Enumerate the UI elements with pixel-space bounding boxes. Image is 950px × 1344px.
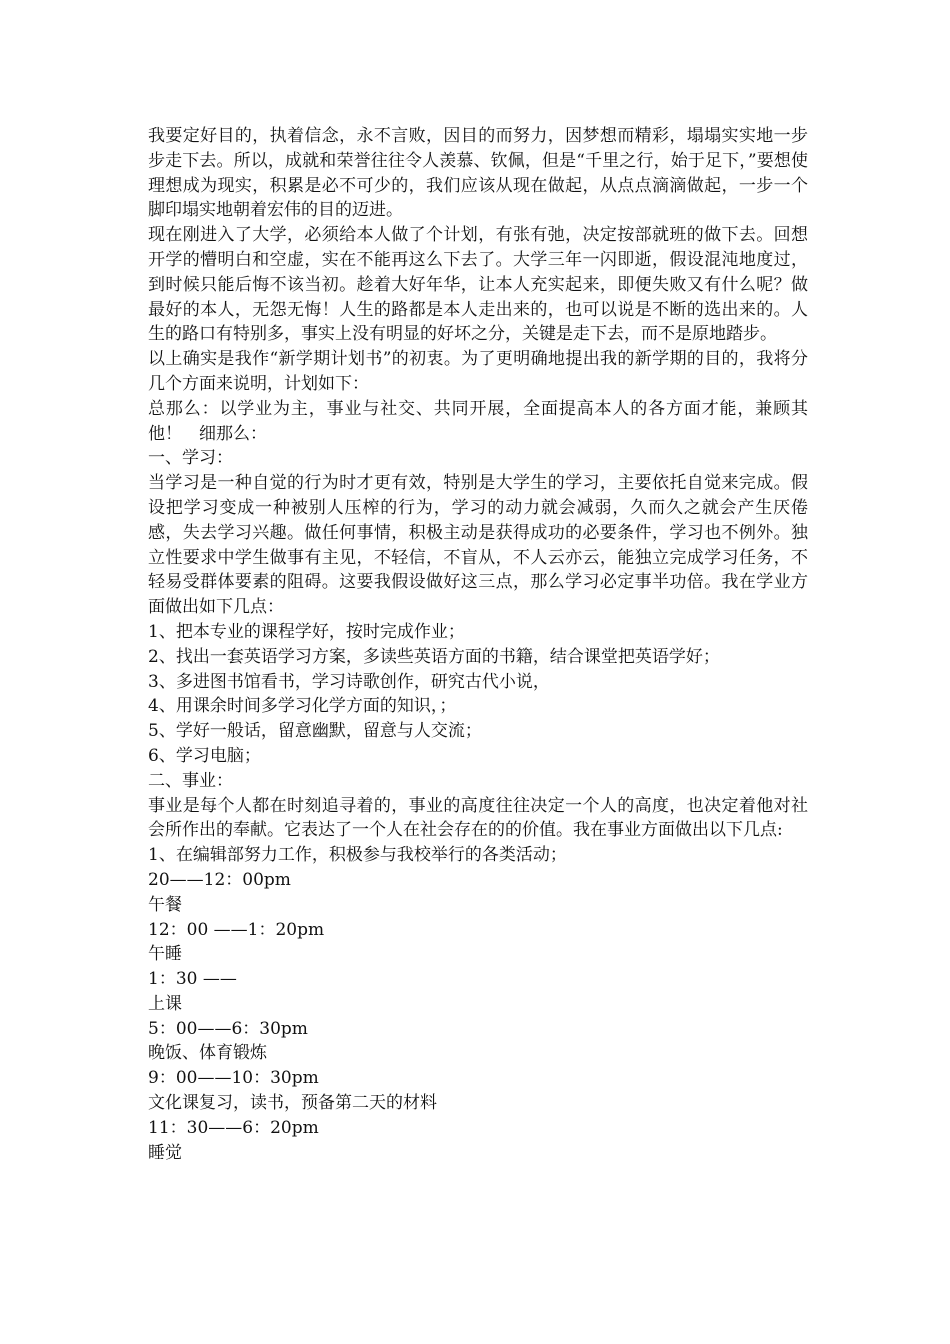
intro-paragraph: 现在刚进入了大学，必须给本人做了个计划，有张有弛，决定按部就班的做下去。回想开学的懵明白和空虚，实在不能再这么下去了。大学三年一闪即逝，假设混沌地度过，到时候只能后悔不该当初。趁着大好年华，让本人充实起来，即便失败又有什么呢？做最好的本人，无怨无悔！人生的路都是本人走出来的，也可以说是不断的选出来的。人生的路口有特别多，事实上没有明显的好坏之分，关键是走下去，而不是原地踏步。: [148, 225, 808, 345]
study-list-item: 3、多进图书馆看书，学习诗歌创作，研究古代小说，: [148, 671, 550, 692]
schedule-time: 9：00——10：30pm: [148, 1068, 319, 1089]
schedule-activity: 文化课复习，读书，预备第二天的材料: [148, 1093, 437, 1114]
study-list-item: 4、用课余时间多学习化学方面的知识，；: [148, 696, 457, 717]
career-list-item: 1、在编辑部努力工作，积极参与我校举行的各类活动；: [148, 845, 567, 866]
study-list-item: 5、学好一般话，留意幽默，留意与人交流；: [148, 721, 482, 742]
schedule-time: 11：30——6：20pm: [148, 1117, 319, 1138]
study-list-item: 6、学习电脑；: [148, 745, 261, 766]
intro-paragraph: 我要定好目的，执着信念，永不言败，因目的而努力，因梦想而精彩，塌塌实实地一步步走下去。所以，成就和荣誉往往令人羡慕、钦佩，但是“千里之行，始于足下，”要想使理想成为现实，积累是必不可少的，我们应该从现在做起，从点点滴滴做起，一步一个脚印塌实地朝着宏伟的目的迈进。: [148, 126, 808, 221]
career-paragraph: 事业是每个人都在时刻追寻着的，事业的高度往往决定一个人的高度，也决定着他对社会所作出的奉献。它表达了一个人在社会存在的的价值。我在事业方面做出以下几点:: [148, 795, 808, 841]
schedule-time: 1：30 ——: [148, 969, 237, 990]
schedule-time: 5：00——6：30pm: [148, 1018, 308, 1039]
intro-paragraph: 以上确实是我作“新学期计划书”的初衷。为了更明确地提出我的新学期的目的，我将分几个方面来说明，计划如下：: [148, 349, 808, 394]
section-heading-career: 二、事业：: [148, 770, 233, 791]
section-heading-study: 一、学习：: [148, 448, 233, 469]
schedule-time: 12：00 ——1：20pm: [148, 919, 325, 940]
schedule-activity: 睡觉: [148, 1142, 182, 1163]
schedule-time: 20——12：00pm: [148, 869, 291, 890]
study-list-item: 1、把本专业的课程学好，按时完成作业；: [148, 621, 465, 642]
schedule-activity: 上课: [148, 993, 182, 1014]
study-list-item: 2、找出一套英语学习方案，多读些英语方面的书籍，结合课堂把英语学好；: [148, 646, 720, 667]
document-body: [148, 124, 808, 1165]
schedule-activity: 晚饭、体育锻炼: [148, 1043, 267, 1064]
schedule-activity: 午睡: [148, 944, 182, 965]
schedule-activity: 午餐: [148, 894, 182, 915]
study-paragraph: 当学习是一种自觉的行为时才更有效，特别是大学生的学习，主要依托自觉来完成。假设把学习变成一种被别人压榨的行为，学习的动力就会减弱，久而久之就会产生厌倦感，失去学习兴趣。做任何事情，积极主动是获得成功的必要条件，学习也不例外。独立性要求中学生做事有主见，不轻信，不盲从，不人云亦云，能独立完成学习任务，不轻易受群体要素的阻碍。这要我假设做好这三点，那么学习必定事半功倍。我在学业方面做出如下几点：: [148, 473, 808, 618]
general-principle-paragraph: 总那么：以学业为主，事业与社交、共同开展，全面提高本人的各方面才能，兼顾其他！ 细那么：: [148, 398, 808, 444]
